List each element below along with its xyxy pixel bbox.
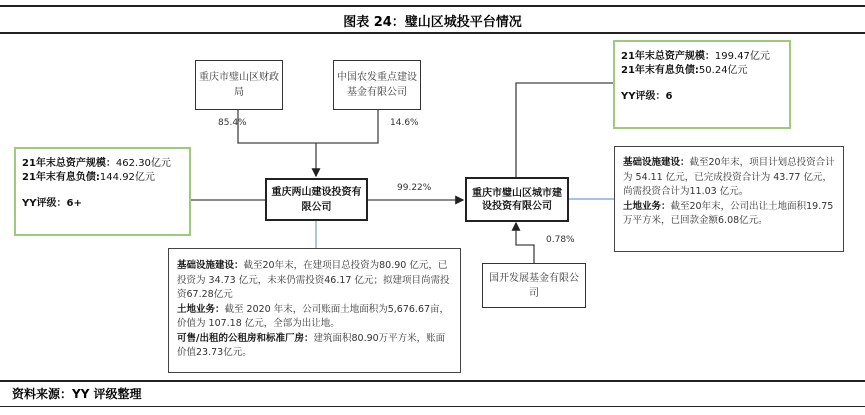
pct-to-bishan: 99.22% — [397, 183, 432, 193]
business-label: 基础设施建设： — [623, 157, 690, 168]
business-label: 土地业务： — [177, 303, 225, 315]
source-rule — [0, 380, 865, 382]
bishan-company-box: 重庆市璧山区城市建设投资有限公司 — [465, 177, 569, 222]
shareholder-line — [238, 110, 378, 143]
business-text: 截至 2020 年末，公司账面土地面积为5,676.67亩，价值为 107.18 亿元，全部为出让地。 — [177, 303, 450, 329]
business-text: 截至20年末，公司出让土地面积19.75万平方米，已回款金额6.08亿元。 — [623, 200, 834, 226]
bottom-rule — [0, 406, 865, 407]
bishan-stats-box — [613, 40, 791, 129]
bishan-business-box — [614, 146, 844, 252]
assets-value: 462.30亿元 — [115, 158, 171, 169]
debt-value: 50.24亿元 — [698, 65, 748, 76]
business-label: 土地业务： — [623, 200, 671, 212]
liangshan-company-box: 重庆两山建设投资有限公司 — [265, 178, 368, 221]
source-note: 资料来源：YY 评级整理 — [12, 387, 142, 401]
debt-value: 144.92亿元 — [99, 172, 155, 183]
business-text: 截至20年末，在建项目总投资为80.90 亿元，已投资为 34.73 亿元，未来仍需投资46.17 亿元；拟建项目尚需投资67.28亿元 — [177, 260, 450, 300]
business-label: 可售/出租的公租房和标准厂房： — [177, 332, 314, 344]
arrow-guokai — [516, 223, 534, 263]
shareholder-box-finance-bureau: 重庆市璧山区财政局 — [195, 60, 283, 110]
pct-agri-fund: 14.6% — [390, 118, 419, 128]
rating-value: 6+ — [66, 198, 82, 209]
assets-value: 199.47亿元 — [714, 51, 770, 62]
rating-value: 6 — [665, 91, 673, 102]
assets-label: 21年末总资产规模： — [22, 158, 116, 169]
rating-label: YY评级： — [621, 91, 666, 102]
pct-finance-bureau: 85.4% — [218, 118, 247, 128]
assets-label: 21年末总资产规模： — [621, 51, 715, 62]
figure-title: 图表 24：璧山区城投平台情况 — [343, 15, 522, 30]
liangshan-business-box — [168, 248, 461, 373]
business-text: 建筑面积80.90万平方米，账面价值23.73亿元。 — [177, 332, 446, 358]
debt-label: 21年末有息负债: — [621, 65, 699, 76]
pct-guokai: 0.78% — [546, 235, 575, 245]
rating-label: YY评级： — [22, 198, 67, 209]
debt-label: 21年末有息负债: — [22, 172, 100, 183]
business-label: 基础设施建设： — [177, 260, 244, 271]
guokai-box: 国开发展基金有限公司 — [482, 263, 586, 308]
line-bishan-stats — [516, 83, 613, 177]
business-text: 截至20年末，项目计划总投资合计为 54.11 亿元，已完成投资合计为 43.77 亿元，尚需投资合计为11.03 亿元。 — [623, 157, 835, 197]
shareholder-box-agri-fund: 中国农发重点建设基金有限公司 — [333, 60, 421, 110]
liangshan-stats-box — [14, 147, 191, 236]
